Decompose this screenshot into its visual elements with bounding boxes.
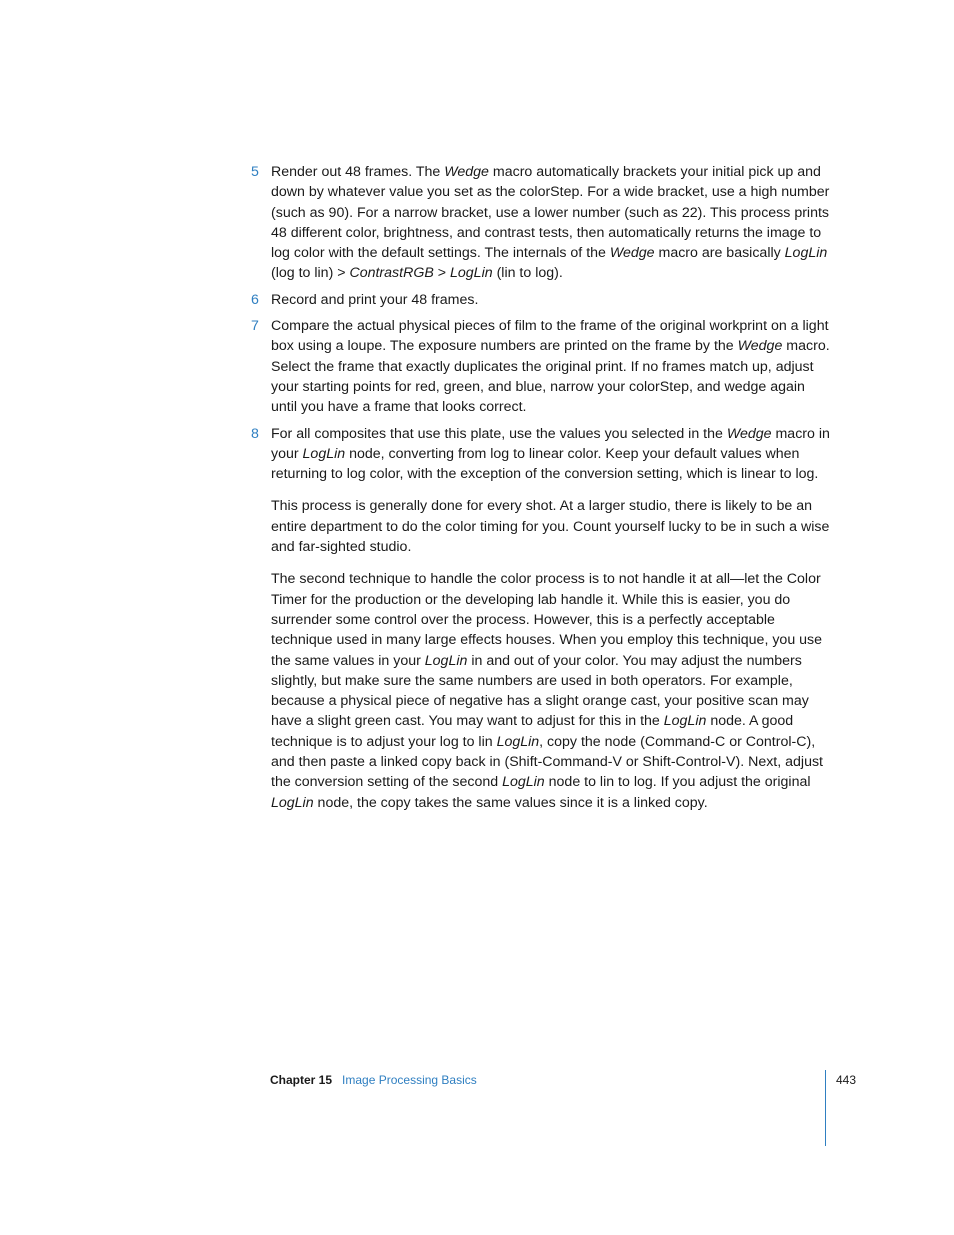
- numbered-steps: [250, 162, 830, 484]
- text-run: Record and print your 48 frames.: [271, 291, 479, 308]
- text-run: node. A good technique is to adjust your log to lin: [271, 713, 794, 750]
- text-run: (lin to log).: [492, 265, 563, 282]
- text-run: macro automatically brackets your initial pick up and down by whatever value you set as the colorStep. For a wide bracket, use a high number (such as 90). For a narrow bracket, use a lower number (such as 22). This process prints 48 different color, brightness, and contrast tests, then automatically returns the image to log color with the default settings. The internals of the: [271, 164, 830, 262]
- text-run: node, converting from log to linear color. Keep your default values when returning to log color, with the exception of the conversion setting, which is linear to log.: [271, 445, 819, 483]
- step-7: [250, 316, 830, 417]
- text-run: Compare the actual physical pieces of film to the frame of the original workprint on a light box using a loupe. The exposure numbers are printed on the frame by the: [271, 318, 829, 355]
- text-run: in and out of your color. You may adjust the numbers slightly, but make sure the same numbers are used in both operators. For example, because a physical piece of negative has a slight orange cast, your positive scan may have a slight green cast. You may want to adjust for this in the: [271, 652, 809, 730]
- step-6: [250, 290, 830, 310]
- body-paragraph: [271, 496, 830, 557]
- text-run: macro are basically: [654, 245, 785, 262]
- italic-term: LogLin: [450, 265, 493, 282]
- italic-term: LogLin: [784, 245, 828, 262]
- step-5: [250, 162, 830, 284]
- text-run: For all composites that use this plate, use the values you selected in the: [271, 425, 727, 442]
- text-run: This process is generally done for every shot. At a larger studio, there is likely to be an entire department to do the color timing for you. Count yourself lucky to be in such a wise and far-sighted studio.: [271, 498, 830, 556]
- step-8: [250, 424, 830, 485]
- italic-term: LogLin: [424, 652, 468, 669]
- italic-term: Wedge: [726, 425, 772, 442]
- italic-term: LogLin: [302, 445, 346, 462]
- step-text: [271, 290, 830, 310]
- italic-term: ContrastRGB: [349, 265, 434, 282]
- text-run: The second technique to handle the color process is to not handle it at all—let the Color Timer for the production or the developing lab handle it. While this is easier, you do surrender some control over the process. However, this is a perfectly acceptable technique used in many large effects houses. When you employ this technique, you use the same values in your: [271, 571, 823, 669]
- page-body: [250, 162, 830, 825]
- body-paragraph: [271, 569, 830, 813]
- italic-term: LogLin: [502, 774, 545, 791]
- step-text: [271, 316, 830, 417]
- text-run: >: [433, 265, 451, 282]
- step-number: 8: [251, 425, 259, 442]
- step-number: 7: [251, 318, 259, 335]
- italic-term: LogLin: [663, 713, 707, 730]
- text-run: macro in your: [271, 425, 830, 462]
- italic-term: Wedge: [609, 245, 655, 262]
- chapter-title: Image Processing Basics: [342, 1073, 477, 1087]
- text-run: node to lin to log. If you adjust the original: [544, 774, 811, 791]
- step-number: 6: [251, 291, 259, 308]
- step-number: 5: [251, 164, 259, 180]
- text-run: , copy the node (Command-C or Control-C), and then paste a linked copy back in (Shift-Command-V or Shift-Control-V). Next, adjust the conversion setting of the second: [271, 733, 823, 791]
- italic-term: LogLin: [271, 794, 314, 811]
- step-text: [271, 162, 830, 284]
- step-text: [271, 424, 830, 485]
- italic-term: LogLin: [496, 733, 540, 750]
- text-run: (log to lin) >: [271, 265, 350, 282]
- text-run: node, the copy takes the same values since it is a linked copy.: [313, 794, 708, 811]
- page-footer: [270, 1072, 477, 1088]
- italic-term: Wedge: [444, 164, 489, 180]
- footer-divider: [825, 1070, 826, 1146]
- chapter-label: Chapter 15: [270, 1073, 333, 1087]
- text-run: Render out 48 frames. The: [271, 164, 445, 180]
- italic-term: Wedge: [737, 338, 783, 355]
- text-run: macro. Select the frame that exactly duplicates the original print. If no frames match up, adjust your starting points for red, green, and blue, narrow your colorStep, and wedge again until you have a frame that looks correct.: [271, 338, 830, 416]
- page-number: 443: [836, 1073, 857, 1087]
